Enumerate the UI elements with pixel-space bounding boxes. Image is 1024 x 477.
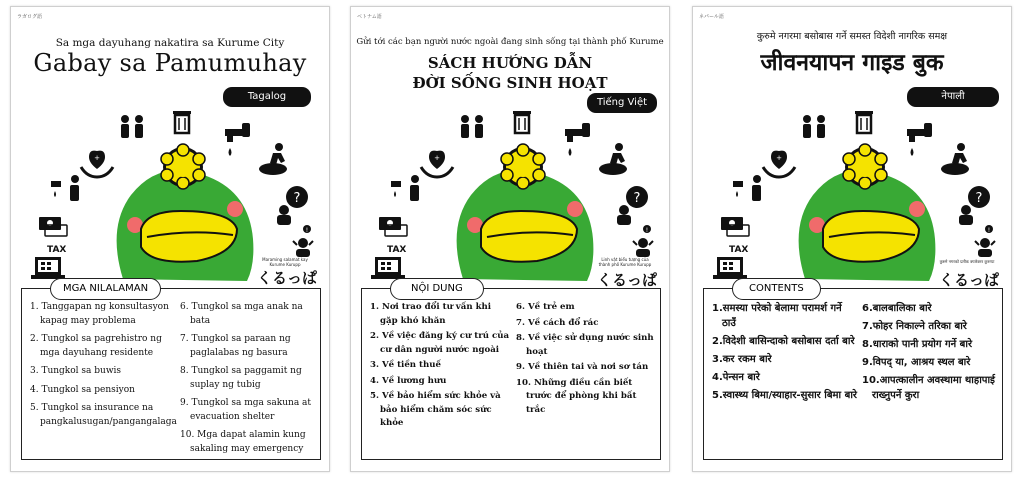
page-title: Gabay sa Pamumuhay (33, 49, 307, 77)
heart-hands-icon (421, 151, 453, 177)
page-header: ベトナム語 (357, 14, 382, 20)
contents-item: 2.विदेशी बासिन्दाको बसोबास दर्ता बारे (712, 336, 855, 347)
person-water-icon (391, 175, 419, 201)
contents-item: 4.पेन्सन बारे (712, 372, 760, 383)
contents-item: 10. Những điều cần biết trước để phòng khi bất trắc (516, 377, 637, 415)
contents-item: 1.समस्या परेको बेलामा परामर्श गर्ने ठाउँ (712, 303, 842, 329)
page-subtitle: कुरुमे नगरमा बसोबास गर्ने समस्त विदेशी नागरिक समक्ष (756, 31, 948, 42)
language-badge: Tiếng Việt (587, 93, 657, 113)
contents-item: 6. Về trẻ em (516, 302, 575, 312)
page-title-line2: ĐỜI SỐNG SINH HOẠT (412, 74, 608, 92)
alert-person-icon (293, 225, 313, 257)
evacuation-exit-icon (259, 143, 287, 175)
page-header: ラガログ語 (17, 14, 43, 20)
svg-text:!: ! (645, 227, 649, 234)
page-title: जीवनयापन गाइड बुक (760, 50, 944, 76)
contents-item: 6.बालबालिका बारे (862, 303, 932, 314)
contents-column-1 (30, 301, 177, 434)
contents-item: 9. Về thiên tai và nơi sơ tán (516, 362, 649, 372)
alert-person-icon (975, 225, 995, 257)
kurupp-logo: くるっぱ (939, 271, 1000, 289)
heart-hands-icon (763, 151, 795, 177)
question-person-icon (617, 186, 648, 225)
svg-text:+: + (776, 154, 782, 162)
parents-child-icon (461, 115, 483, 138)
tax-label: TAX (387, 245, 407, 255)
water-tap-icon (565, 123, 590, 156)
svg-text:?: ? (633, 191, 641, 206)
contents-item: 5. Tungkol sa insurance na pangkalusugan/pangangalaga (30, 403, 177, 427)
guide-cover-vietnamese (350, 6, 670, 472)
parents-child-icon (121, 115, 143, 138)
guide-cover-nepali (692, 6, 1012, 472)
tax-money-icon (721, 217, 749, 255)
water-tap-icon (907, 123, 932, 156)
contents-item: 7.फोहर निकाल्ने तरिका बारे (862, 321, 967, 332)
person-water-icon (51, 175, 79, 201)
alert-person-icon (633, 225, 653, 257)
svg-text:+: + (434, 154, 440, 162)
trash-bin-icon (855, 111, 873, 133)
person-water-icon (733, 175, 761, 201)
contents-item: 10. Mga dapat alamin kung sakaling may emergency (180, 430, 306, 454)
svg-text:?: ? (975, 191, 983, 206)
kurupp-logo: くるっぱ (597, 271, 658, 289)
contents-item: 2. Về việc đăng ký cư trú của cư dân người nước ngoài (370, 331, 510, 355)
page-header: ネパール語 (699, 14, 724, 20)
tax-money-icon (39, 217, 67, 255)
heart-hands-icon (81, 151, 113, 177)
mascot-credit: Maraming salamat kay Kurume Kurupp (262, 257, 308, 267)
water-tap-icon (225, 123, 250, 156)
contents-box (21, 283, 321, 460)
computer-icon (713, 257, 747, 279)
evacuation-exit-icon (599, 143, 627, 175)
contents-item: 1. Tanggapan ng konsultasyon kapag may problema (30, 302, 169, 326)
guide-cover-tagalog (10, 6, 330, 472)
contents-item: 3.कर रकम बारे (712, 354, 772, 365)
question-person-icon (277, 186, 308, 225)
contents-item: 9. Tungkol sa mga sakuna at evacuation shelter (180, 398, 312, 422)
svg-text:?: ? (293, 191, 301, 206)
svg-text:+: + (94, 154, 100, 162)
contents-item: 6. Tungkol sa mga anak na bata (180, 302, 303, 326)
contents-item: 4. Tungkol sa pensiyon (30, 384, 135, 395)
contents-column-1 (370, 301, 510, 433)
contents-item: 5. Về bảo hiểm sức khỏe và bảo hiểm chăm sóc sức khỏe (370, 391, 501, 428)
trash-bin-icon (173, 111, 191, 133)
contents-item: 4. Về lương hưu (370, 375, 447, 386)
tax-label: TAX (729, 245, 749, 255)
trash-bin-icon (513, 111, 531, 133)
contents-column-2 (516, 301, 656, 419)
contents-item: 1. Nơi trao đổi tư vấn khi gặp khó khăn (370, 302, 492, 326)
page-subtitle: Gửi tới các bạn người nước ngoài đang sinh sống tại thành phố Kurume (356, 37, 664, 47)
contents-box (703, 283, 1003, 460)
question-person-icon (959, 186, 990, 225)
contents-column-2 (862, 301, 998, 406)
contents-item: 8. Tungkol sa paggamit ng suplay ng tubig (180, 366, 302, 390)
contents-column-2 (180, 301, 316, 461)
contents-item: 7. Tungkol sa paraan ng paglalabas ng basura (180, 334, 291, 358)
computer-icon (371, 257, 405, 279)
svg-text:!: ! (305, 227, 309, 234)
svg-text:!: ! (987, 227, 991, 234)
contents-item: 9.विपद् या, आश्रय स्थल बारे (862, 357, 971, 368)
contents-label: MGA NILALAMAN (50, 278, 161, 300)
contents-item: 2. Tungkol sa pagrehistro ng mga dayuhang residente (30, 334, 162, 358)
contents-box (361, 283, 661, 460)
parents-child-icon (803, 115, 825, 138)
kurupp-logo: くるっぱ (257, 269, 318, 287)
contents-item: 3. Tungkol sa buwis (30, 366, 122, 376)
contents-label: CONTENTS (732, 278, 821, 300)
page-subtitle: Sa mga dayuhang nakatira sa Kurume City (55, 37, 285, 49)
computer-icon (31, 257, 65, 279)
contents-column-1 (712, 301, 858, 406)
contents-item: 10.आपत्कालीन अवस्थामा थाहापाई राख्नुपर्ने कुरा (862, 375, 995, 401)
mascot-credit: कुरुमे नगरको प्रतीक क्यारेक्टर कुरुप्पा (939, 259, 995, 264)
page-title-line1: SÁCH HƯỚNG DẪN (427, 54, 593, 72)
tax-money-icon (379, 217, 407, 255)
mascot-credit: Linh vật biểu tượng của thành phố Kurume Kurupp (598, 257, 652, 267)
contents-item: 5.स्वास्थ्य बिमा/स्याहार-सुसार बिमा बारे (712, 390, 857, 401)
language-badge: नेपाली (907, 87, 999, 107)
evacuation-exit-icon (941, 143, 969, 175)
tax-label: TAX (47, 245, 67, 255)
contents-item: 3. Về tiền thuế (370, 360, 441, 370)
contents-item: 8. Về việc sử dụng nước sinh hoạt (516, 333, 654, 357)
language-badge: Tagalog (223, 87, 311, 107)
contents-label: NỘI DUNG (390, 278, 484, 300)
contents-item: 8.धाराको पानी प्रयोग गर्ने बारे (862, 339, 973, 350)
contents-item: 7. Về cách đổ rác (516, 317, 599, 328)
